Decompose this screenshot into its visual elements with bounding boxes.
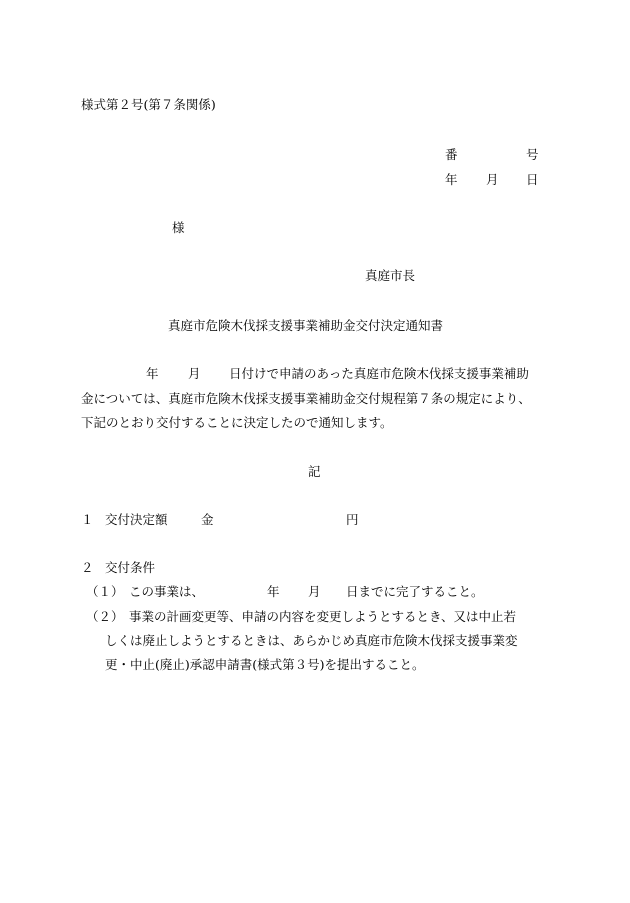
date-year: 年: [445, 172, 458, 187]
cond2-line2: しくは廃止しようとするときは、あらかじめ真庭市危険木伐採支援事業変: [105, 633, 518, 648]
item1-label: 交付決定額: [105, 512, 168, 527]
number-ban: 番: [445, 147, 458, 162]
item1-number: １: [81, 512, 94, 527]
body-year: 年: [146, 366, 159, 381]
body-line1: 日付けで申請のあった真庭市危険木伐採支援事業補助: [229, 366, 529, 381]
date-day: 日: [526, 172, 539, 187]
number-go: 号: [526, 147, 539, 162]
cond1-month: 月: [308, 584, 321, 599]
cond2-number: （２）: [86, 609, 124, 624]
ki-heading: 記: [308, 464, 321, 479]
form-number: 様式第２号(第７条関係): [81, 97, 216, 112]
cond2-line1: 事業の計画変更等、申請の内容を変更しようとするとき、又は中止若: [129, 609, 517, 624]
item1-yen: 円: [346, 512, 359, 527]
document-title: 真庭市危険木伐採支援事業補助金交付決定通知書: [168, 318, 444, 333]
body-line3: 下記のとおり交付することに決定したので通知します。: [81, 415, 393, 430]
sender-mayor: 真庭市長: [365, 268, 416, 283]
cond1-text-b: 日までに完了すること。: [346, 584, 484, 599]
body-month: 月: [188, 366, 201, 381]
cond1-number: （１）: [86, 584, 124, 599]
cond2-line3: 更・中止(廃止)承認申請書(様式第３号)を提出すること。: [105, 657, 425, 672]
cond1-year: 年: [267, 584, 280, 599]
cond1-text-a: この事業は、: [129, 584, 205, 599]
item2-number: ２: [81, 560, 94, 575]
item1-kin: 金: [201, 512, 214, 527]
date-month: 月: [486, 172, 499, 187]
recipient-sama: 様: [172, 220, 185, 235]
item2-label: 交付条件: [105, 560, 156, 575]
body-line2: 金については、真庭市危険木伐採支援事業補助金交付規程第７条の規定により、: [81, 391, 531, 406]
